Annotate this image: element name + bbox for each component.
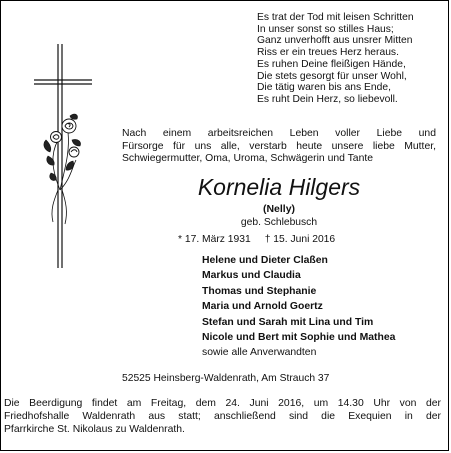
mourner: Markus und Claudia — [202, 270, 301, 282]
intro-text — [122, 128, 436, 166]
poem-line: Riss er ein treues Herz heraus. — [257, 47, 399, 59]
mourner: Stefan und Sarah mit Lina und Tim — [202, 316, 374, 328]
poem-line: Die tätig waren bis ans Ende, — [257, 82, 391, 94]
mourner: Maria und Arnold Goertz — [202, 301, 323, 313]
funeral-line: Die Beerdigung findet am Freitag, dem 24. Juni 2016, um 14.30 Uhr von der — [4, 398, 441, 409]
poem — [257, 12, 447, 106]
mourners-list — [202, 253, 395, 361]
intro-line: Nach einem arbeitsreichen Leben voller Liebe und — [122, 128, 436, 139]
mourner: Thomas und Stephanie — [202, 285, 317, 297]
mourner: Nicole und Bert mit Sophie und Mathea — [202, 332, 396, 344]
intro-line: Fürsorge für uns alle, verstarb heute unsere liebe Mutter, — [122, 140, 436, 152]
life-dates — [178, 234, 335, 246]
mourners-closing: sowie alle Anverwandten — [202, 347, 317, 359]
nickname: (Nelly) — [262, 203, 296, 215]
mourner: Helene und Dieter Claßen — [202, 255, 328, 266]
birth-name: geb. Schlebusch — [240, 217, 318, 228]
cross-with-rose-icon — [20, 40, 100, 270]
poem-line: Es ruht Dein Herz, so liebevoll. — [257, 93, 398, 105]
funeral-line: Friedhofshalle Waldenrath aus statt; anschließend sind die Exequien in der — [4, 410, 441, 422]
poem-line: Es ruhen Deine fleißigen Hände, — [257, 58, 406, 70]
poem-line: Ganz unverhofft aus unsrer Mitten — [257, 35, 413, 47]
funeral-line: Pfarrkirche St. Nikolaus zu Waldenrath. — [4, 423, 185, 435]
funeral-notice — [4, 398, 441, 436]
deceased-name: Kornelia Hilgers — [197, 174, 361, 200]
birth-date: * 17. März 1931 — [178, 234, 251, 245]
death-date: † 15. Juni 2016 — [264, 234, 336, 245]
intro-line: Schwiegermutter, Oma, Uroma, Schwägerin und Tante — [122, 153, 374, 165]
poem-line: Die stets gesorgt für unser Wohl, — [257, 70, 407, 82]
address: 52525 Heinsberg-Waldenrath, Am Strauch 37 — [122, 373, 330, 384]
poem-line: Es trat der Tod mit leisen Schritten — [257, 12, 414, 23]
poem-line: In unser sonst so stilles Haus; — [257, 23, 394, 35]
